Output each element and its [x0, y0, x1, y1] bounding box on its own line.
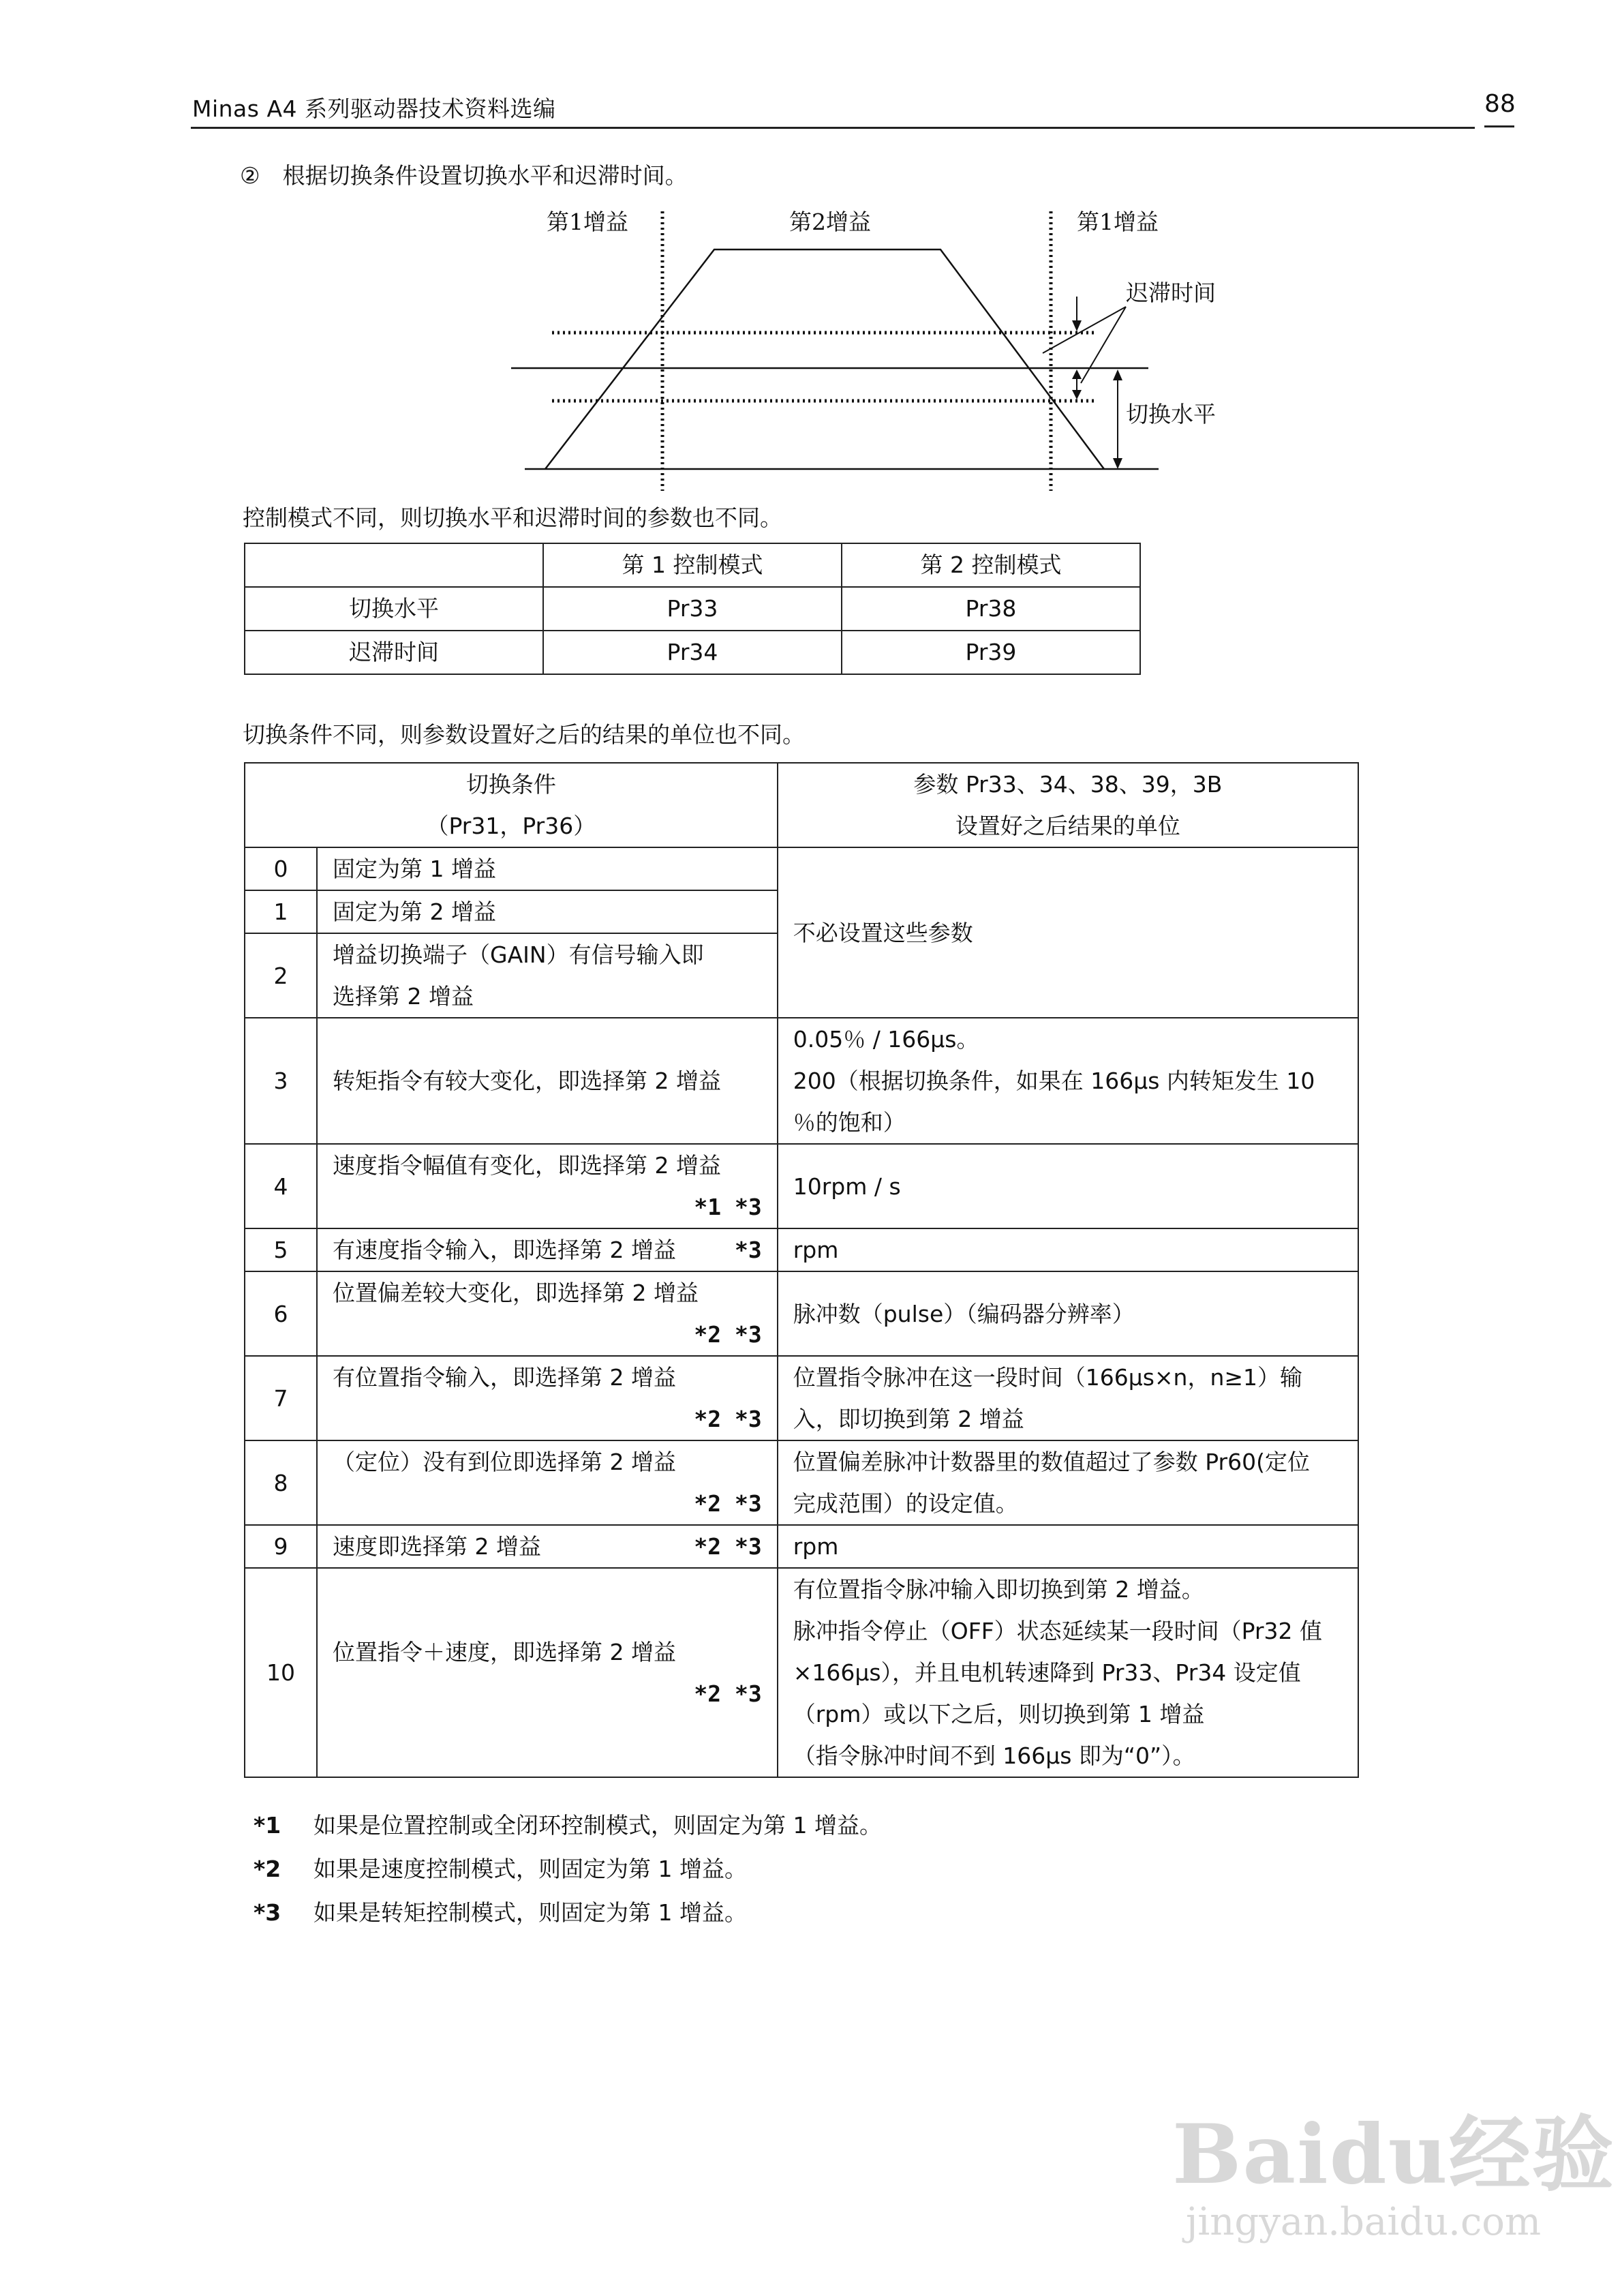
hysteresis-leader-1: [1043, 307, 1126, 353]
table-cell: Pr33: [543, 587, 842, 631]
unit-line: 完成范围）的设定值。: [793, 1490, 1018, 1517]
unit-line: ％的饱和）: [793, 1109, 906, 1136]
label-switching-level: 切换水平: [1126, 401, 1216, 427]
unit-line: 200（根据切换条件，如果在 166μs 内转矩发生 10: [793, 1068, 1315, 1094]
table-row: [245, 1525, 1358, 1568]
condition-number: 0: [245, 847, 317, 890]
hysteresis-arrowhead-mid-down: [1072, 390, 1082, 399]
footnote-mark: *1: [254, 1812, 281, 1839]
unit-text: [778, 1018, 1358, 1144]
table-row: [245, 847, 1358, 890]
condition-text: [317, 1271, 778, 1356]
table-cell: Pr38: [842, 587, 1140, 631]
unit-line: 位置指令脉冲在这一段时间（166μs×n，n≥1）输: [793, 1364, 1303, 1391]
table-row: [245, 1228, 1358, 1271]
footnote-marks: *2 *3: [694, 1533, 762, 1560]
document-header-title: Minas A4 系列驱动器技术资料选编: [192, 95, 556, 122]
table-row: [245, 1271, 1358, 1356]
switching-diagram-svg: [504, 205, 1254, 504]
condition-line: （定位）没有到位即选择第 2 增益: [333, 1449, 676, 1475]
condition-text: [317, 933, 778, 1018]
footnote: [254, 1808, 882, 1840]
footnote-text: 如果是转矩控制模式，则固定为第 1 增益。: [313, 1899, 747, 1926]
header-rule: [191, 127, 1475, 129]
condition-number: 7: [245, 1356, 317, 1440]
table-cell: Pr39: [842, 631, 1140, 674]
label-gain1-right: 第1增益: [1077, 209, 1159, 235]
unit-line: 0.05％ / 166μs。: [793, 1026, 979, 1053]
condition-text: [317, 1440, 778, 1525]
condition-text: [317, 1228, 778, 1271]
condition-text: 转矩指令有较大变化，即选择第 2 增益: [317, 1018, 778, 1144]
table-header-cell: [778, 763, 1358, 847]
condition-line: 位置偏差较大变化，即选择第 2 增益: [333, 1280, 699, 1306]
condition-line: 速度即选择第 2 增益: [333, 1533, 541, 1560]
footnote-marks: *2 *3: [694, 1680, 762, 1707]
switching-condition-table: [244, 762, 1359, 1778]
table-row: [245, 543, 1140, 587]
condition-text: [317, 1568, 778, 1777]
condition-number: 5: [245, 1228, 317, 1271]
watermark-url: jingyan.baidu.com: [1186, 2200, 1542, 2244]
table-header-cell: 第 1 控制模式: [543, 543, 842, 587]
table-header-cell: [245, 543, 543, 587]
footnote-marks: *2 *3: [694, 1406, 762, 1432]
condition-number: 9: [245, 1525, 317, 1568]
unit-line: ×166μs），并且电机转速降到 Pr33、Pr34 设定值: [793, 1659, 1301, 1686]
condition-text: 固定为第 2 增益: [317, 890, 778, 933]
table-cell: 迟滞时间: [245, 631, 543, 674]
footnote-marks: *2 *3: [694, 1321, 762, 1348]
unit-text: 脉冲数（pulse）（编码器分辨率）: [778, 1271, 1358, 1356]
gain-waveform: [545, 250, 1104, 469]
condition-number: 1: [245, 890, 317, 933]
footnote-marks: *3: [734, 1237, 762, 1263]
unit-line: 入，即切换到第 2 增益: [793, 1406, 1024, 1432]
page-number: 88: [1484, 90, 1516, 118]
table-header-row: [245, 763, 1358, 847]
unit-text: 10rpm / s: [778, 1144, 1358, 1228]
condition-text: [317, 1144, 778, 1228]
footnote-marks: *2 *3: [694, 1490, 762, 1517]
unit-line: 位置偏差脉冲计数器里的数值超过了参数 Pr60(定位: [793, 1449, 1310, 1475]
table-cell: 切换水平: [245, 587, 543, 631]
condition-number: 6: [245, 1271, 317, 1356]
footnote-marks: *1 *3: [694, 1194, 762, 1220]
unit-line: （rpm）或以下之后，则切换到第 1 增益: [793, 1701, 1205, 1727]
condition-line: 有位置指令输入，即选择第 2 增益: [333, 1364, 676, 1391]
table-header-cell: 第 2 控制模式: [842, 543, 1140, 587]
condition-number: 4: [245, 1144, 317, 1228]
unit-line: （指令脉冲时间不到 166μs 即为“0”）。: [793, 1742, 1195, 1769]
condition-text: [317, 1525, 778, 1568]
hysteresis-arrowhead-top: [1072, 320, 1082, 331]
hysteresis-arrowhead-mid-up: [1072, 369, 1082, 379]
paragraph-switching-condition: 切换条件不同，则参数设置好之后的结果的单位也不同。: [243, 721, 805, 748]
level-arrowhead-down: [1113, 458, 1122, 469]
condition-number: 3: [245, 1018, 317, 1144]
condition-line: 速度指令幅值有变化，即选择第 2 增益: [333, 1152, 721, 1179]
footnote: [254, 1895, 747, 1927]
table-row: [245, 1018, 1358, 1144]
condition-line: 增益切换端子（GAIN）有信号输入即: [333, 941, 704, 968]
label-gain2: 第2增益: [789, 209, 871, 235]
footnote-mark: *2: [254, 1856, 281, 1882]
table-row: [245, 1144, 1358, 1228]
watermark: [1172, 2089, 1615, 2244]
table-row: [245, 1440, 1358, 1525]
label-gain1-left: 第1增益: [547, 209, 628, 235]
condition-line: 有速度指令输入，即选择第 2 增益: [333, 1237, 676, 1263]
table-row: [245, 1356, 1358, 1440]
unit-text: [778, 1568, 1358, 1777]
condition-text: [317, 1356, 778, 1440]
unit-text: rpm: [778, 1525, 1358, 1568]
unit-text: rpm: [778, 1228, 1358, 1271]
watermark-logo: Baidu经验: [1172, 2106, 1615, 2203]
footnote-text: 如果是位置控制或全闭环控制模式，则固定为第 1 增益。: [313, 1812, 882, 1839]
unit-text: [778, 1356, 1358, 1440]
level-arrowhead-up: [1113, 369, 1122, 380]
label-hysteresis: 迟滞时间: [1126, 280, 1216, 306]
footnote-mark: *3: [254, 1899, 281, 1926]
unit-text: [778, 1440, 1358, 1525]
unit-line: 有位置指令脉冲输入即切换到第 2 增益。: [793, 1576, 1204, 1603]
parameter-table: [244, 543, 1141, 675]
switching-diagram: [504, 205, 1254, 504]
condition-number: 2: [245, 933, 317, 1018]
footnote-text: 如果是速度控制模式，则固定为第 1 增益。: [313, 1856, 747, 1882]
unit-text: 不必设置这些参数: [778, 847, 1358, 1018]
footnote: [254, 1852, 747, 1884]
condition-line: 位置指令＋速度，即选择第 2 增益: [333, 1638, 676, 1665]
unit-line: 脉冲指令停止（OFF）状态延续某一段时间（Pr32 值: [793, 1618, 1323, 1644]
table-row: [245, 1568, 1358, 1777]
paragraph-control-mode: 控制模式不同，则切换水平和迟滞时间的参数也不同。: [243, 504, 782, 531]
condition-number: 8: [245, 1440, 317, 1525]
hysteresis-leader-2: [1081, 307, 1126, 383]
table-cell: Pr34: [543, 631, 842, 674]
table-header-cell: [245, 763, 778, 847]
header-condition-params: （Pr31，Pr36）: [426, 813, 596, 839]
header-unit: 设置好之后结果的单位: [955, 813, 1180, 839]
condition-number: 10: [245, 1568, 317, 1777]
table-row: [245, 587, 1140, 631]
condition-text: 固定为第 1 增益: [317, 847, 778, 890]
header-condition: 切换条件: [465, 771, 556, 798]
section-heading: ② 根据切换条件设置切换水平和迟滞时间。: [240, 162, 688, 189]
header-unit-params: 参数 Pr33、34、38、39，3B: [913, 771, 1223, 798]
table-row: [245, 631, 1140, 674]
page-number-underline: [1484, 125, 1514, 127]
condition-line: 选择第 2 增益: [333, 983, 474, 1010]
